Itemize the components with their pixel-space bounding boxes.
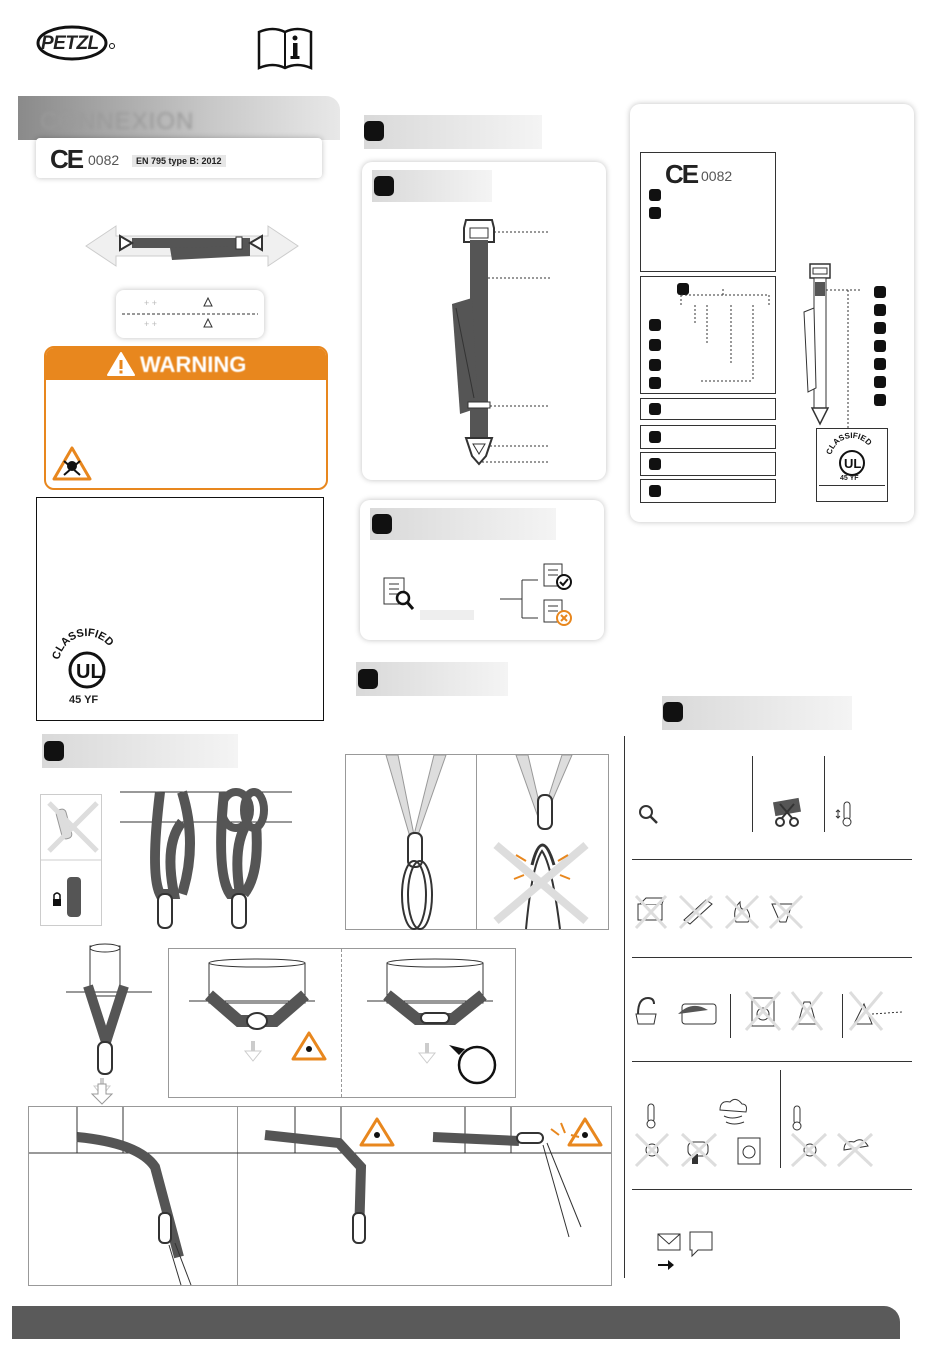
- product-name: CONNEXION: [40, 108, 195, 135]
- warning-title: WARNING: [140, 352, 247, 377]
- down-arrow-icon: [92, 1084, 112, 1104]
- connection-frame: [345, 754, 609, 930]
- svg-text:UL: UL: [76, 661, 103, 683]
- section-3-header: [662, 696, 852, 730]
- marking-ul-box: [816, 428, 888, 502]
- care-row-1: [632, 756, 912, 860]
- ce-number: 0082: [88, 152, 120, 168]
- ce-mark: CE: [50, 144, 83, 174]
- marking-ul-code: 45 YF: [840, 475, 859, 482]
- marking-sling-diagram: [800, 260, 860, 428]
- care-row-3: [632, 990, 912, 1062]
- marking-batch-box: [640, 276, 776, 394]
- care-column-divider: [624, 736, 625, 1278]
- marking-ce-mark: CE: [665, 159, 698, 189]
- marking-ce-number: 0082: [701, 168, 733, 184]
- svg-text:+ +: + +: [144, 298, 158, 308]
- book-info-icon: [255, 24, 315, 76]
- marking-row-2: [640, 425, 776, 449]
- checklist-reject-icon: [542, 598, 574, 628]
- inspection-label-placeholder: [420, 610, 474, 620]
- edge-protection-frame: [28, 1106, 612, 1286]
- magnifier-icon: [636, 802, 660, 826]
- section-2-header: [356, 662, 508, 696]
- inspection-header: [370, 508, 556, 540]
- warning-header: [46, 348, 326, 380]
- ul-classified-logo: [51, 618, 123, 710]
- contact-icons: [656, 1230, 726, 1274]
- svg-text:CLASSIFIED: CLASSIFIED: [50, 626, 116, 661]
- nomenclature-number: [374, 176, 394, 196]
- marking-row-4: [640, 479, 776, 503]
- danger-skull-icon: [52, 446, 92, 482]
- inspect-checklist-icon: [380, 576, 416, 612]
- care-row-4: [632, 1070, 912, 1190]
- marking-ce-box: [640, 152, 776, 272]
- inspection-card: [360, 500, 604, 640]
- product-overview-illustration: [86, 222, 298, 270]
- ul-info-box: [36, 497, 324, 721]
- warning-box: [44, 346, 328, 490]
- strength-table: [116, 290, 264, 338]
- marking-row-3: [640, 452, 776, 476]
- section-4-number: [44, 741, 64, 761]
- svg-text:UL: UL: [844, 456, 862, 471]
- girth-hitch-illustration: [120, 784, 292, 932]
- pillar-anchor-frame: [168, 948, 516, 1098]
- inspection-number: [372, 514, 392, 534]
- section-3-number: [663, 702, 683, 722]
- marking-card: [630, 104, 914, 522]
- checklist-ok-icon: [542, 562, 574, 592]
- title-bar: [18, 96, 340, 140]
- care-row-2: [632, 880, 912, 958]
- footer-bar: [12, 1306, 900, 1339]
- nomenclature-card: [362, 162, 606, 480]
- temperature-icon: [834, 800, 858, 828]
- svg-text:+ +: + +: [144, 319, 158, 329]
- section-4-header: [42, 734, 238, 768]
- carabiner-type-panel: [40, 794, 102, 926]
- section-1-header: [364, 115, 542, 149]
- ul-code: 45 YF: [69, 694, 99, 706]
- svg-text:CLASSIFIED: CLASSIFIED: [824, 430, 874, 456]
- marking-row-1: [640, 398, 776, 420]
- sling-diagram: [442, 218, 552, 468]
- petzl-logo: PETZL: [36, 24, 116, 66]
- cut-sling-icon: [770, 796, 806, 830]
- standard-label: EN 795 type B: 2012: [132, 155, 226, 167]
- section-2-number: [358, 669, 378, 689]
- section-1-number: [364, 121, 384, 141]
- certification-card: [36, 138, 322, 178]
- beam-anchor-illustration: [66, 946, 152, 1096]
